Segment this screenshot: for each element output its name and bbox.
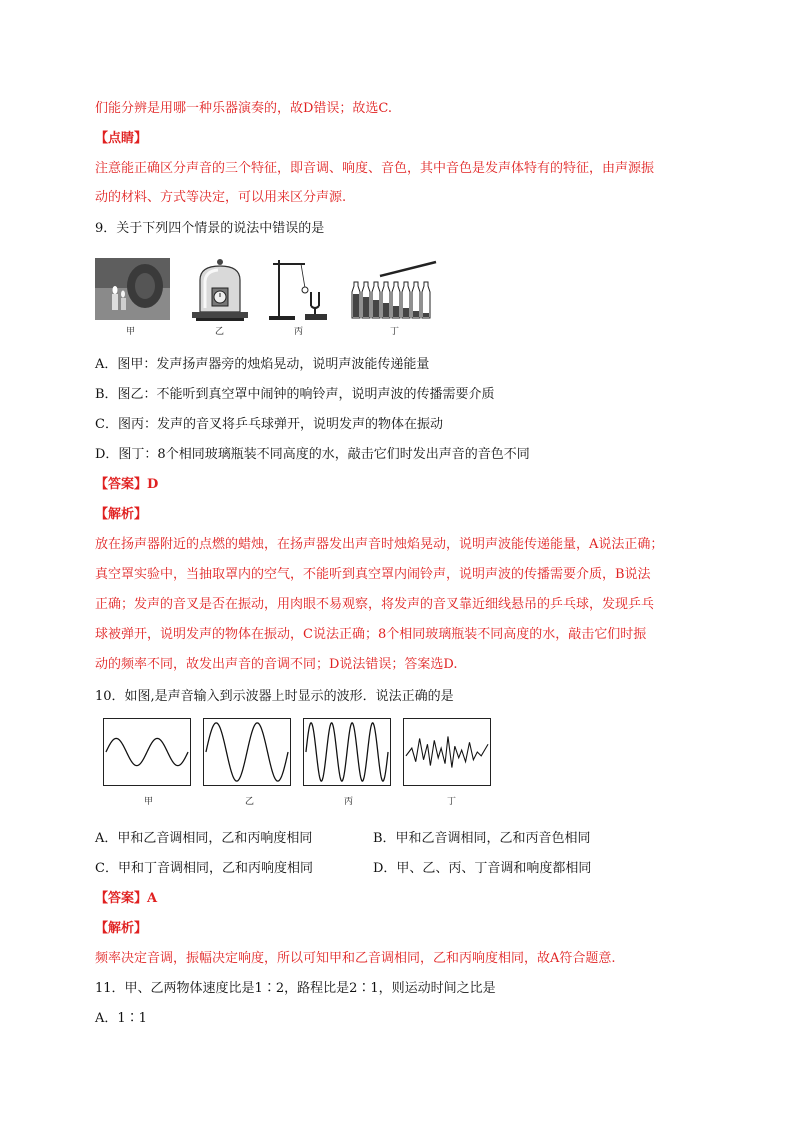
waveform-ding-plot <box>404 719 490 785</box>
caption-ding: 丁 <box>390 327 400 337</box>
answer-9: 【答案】D <box>95 477 159 492</box>
figure-9 <box>95 258 445 338</box>
question-11: 11．甲、乙两物体速度比是1∶2，路程比是2∶1，则运动时间之比是 <box>95 981 496 996</box>
bottles-figure <box>350 258 440 322</box>
option-10d: D．甲、乙、丙、丁音调和响度都相同 <box>373 861 592 876</box>
caption-bing: 丙 <box>344 797 354 807</box>
answer-10: 【答案】A <box>95 891 158 906</box>
tuning-fork-image <box>267 258 337 322</box>
section-heading-jiexi-10: 【解析】 <box>95 921 148 936</box>
text-line: 球被弹开，说明发声的物体在振动，C说法正确；8个相同玻璃瓶装不同高度的水，敲击它们时振 <box>95 627 647 642</box>
caption-yi: 乙 <box>215 327 225 337</box>
caption-yi: 乙 <box>245 797 255 807</box>
waveform-yi-plot <box>204 719 290 785</box>
text-line: 动的材料、方式等决定，可以用来区分声源. <box>95 190 347 205</box>
option-9b: B．图乙：不能听到真空罩中闹钟的响铃声，说明声波的传播需要介质 <box>95 387 495 402</box>
speaker-candle-photo <box>95 258 170 320</box>
section-heading-jiexi-9: 【解析】 <box>95 507 148 522</box>
option-10c: C．甲和丁音调相同，乙和丙响度相同 <box>95 861 313 876</box>
waveform-bing-plot <box>304 719 390 785</box>
text-line: 正确；发声的音叉是否在振动，用肉眼不易观察，将发声的音叉靠近细线悬吊的乒乓球，发现乒乓 <box>95 597 655 612</box>
text-line: 动的频率不同，故发出声音的音调不同；D说法错误；答案选D. <box>95 657 458 672</box>
caption-bing: 丙 <box>294 327 304 337</box>
option-10b: B．甲和乙音调相同，乙和丙音色相同 <box>373 831 591 846</box>
text-line: 放在扬声器附近的点燃的蜡烛，在扬声器发出声音时烛焰晃动，说明声波能传递能量，A说法正确； <box>95 537 664 552</box>
bell-jar-image <box>188 258 253 322</box>
waveform-yi <box>203 718 291 786</box>
question-9: 9．关于下列四个情景的说法中错误的是 <box>95 221 325 236</box>
text-line: 真空罩实验中，当抽取罩内的空气，不能听到真空罩内闹铃声，说明声波的传播需要介质，B说法 <box>95 567 651 582</box>
text-line: 频率决定音调，振幅决定响度，所以可知甲和乙音调相同，乙和丙响度相同，故A符合题意. <box>95 951 616 966</box>
option-9c: C．图丙：发声的音叉将乒乓球弹开，说明发声的物体在振动 <box>95 417 443 432</box>
figure-10 <box>95 718 505 808</box>
option-10a: A．甲和乙音调相同，乙和丙响度相同 <box>95 831 313 846</box>
bottles-image <box>350 258 440 322</box>
speaker-candle-image <box>95 258 170 320</box>
text-line: 注意能正确区分声音的三个特征，即音调、响度、音色，其中音色是发声体特有的特征，由声源振 <box>95 161 655 176</box>
tuning-fork-figure <box>267 258 337 322</box>
option-9d: D．图丁：8个相同玻璃瓶装不同高度的水，敲击它们时发出声音的音色不同 <box>95 447 530 462</box>
text-line: 们能分辨是用哪一种乐器演奏的，故D错误；故选C. <box>95 101 393 116</box>
waveform-ding <box>403 718 491 786</box>
option-9a: A．图甲：发声扬声器旁的烛焰晃动，说明声波能传递能量 <box>95 357 430 372</box>
waveform-jia-plot <box>104 719 190 785</box>
bell-jar-figure <box>188 258 253 322</box>
section-heading-dianjing: 【点睛】 <box>95 131 148 146</box>
question-10: 10．如图,是声音输入到示波器上时显示的波形．说法正确的是 <box>95 689 454 704</box>
caption-ding: 丁 <box>447 797 457 807</box>
option-11a: A．1∶1 <box>95 1011 147 1026</box>
waveform-jia <box>103 718 191 786</box>
caption-jia: 甲 <box>144 797 154 807</box>
caption-jia: 甲 <box>126 327 136 337</box>
waveform-bing <box>303 718 391 786</box>
